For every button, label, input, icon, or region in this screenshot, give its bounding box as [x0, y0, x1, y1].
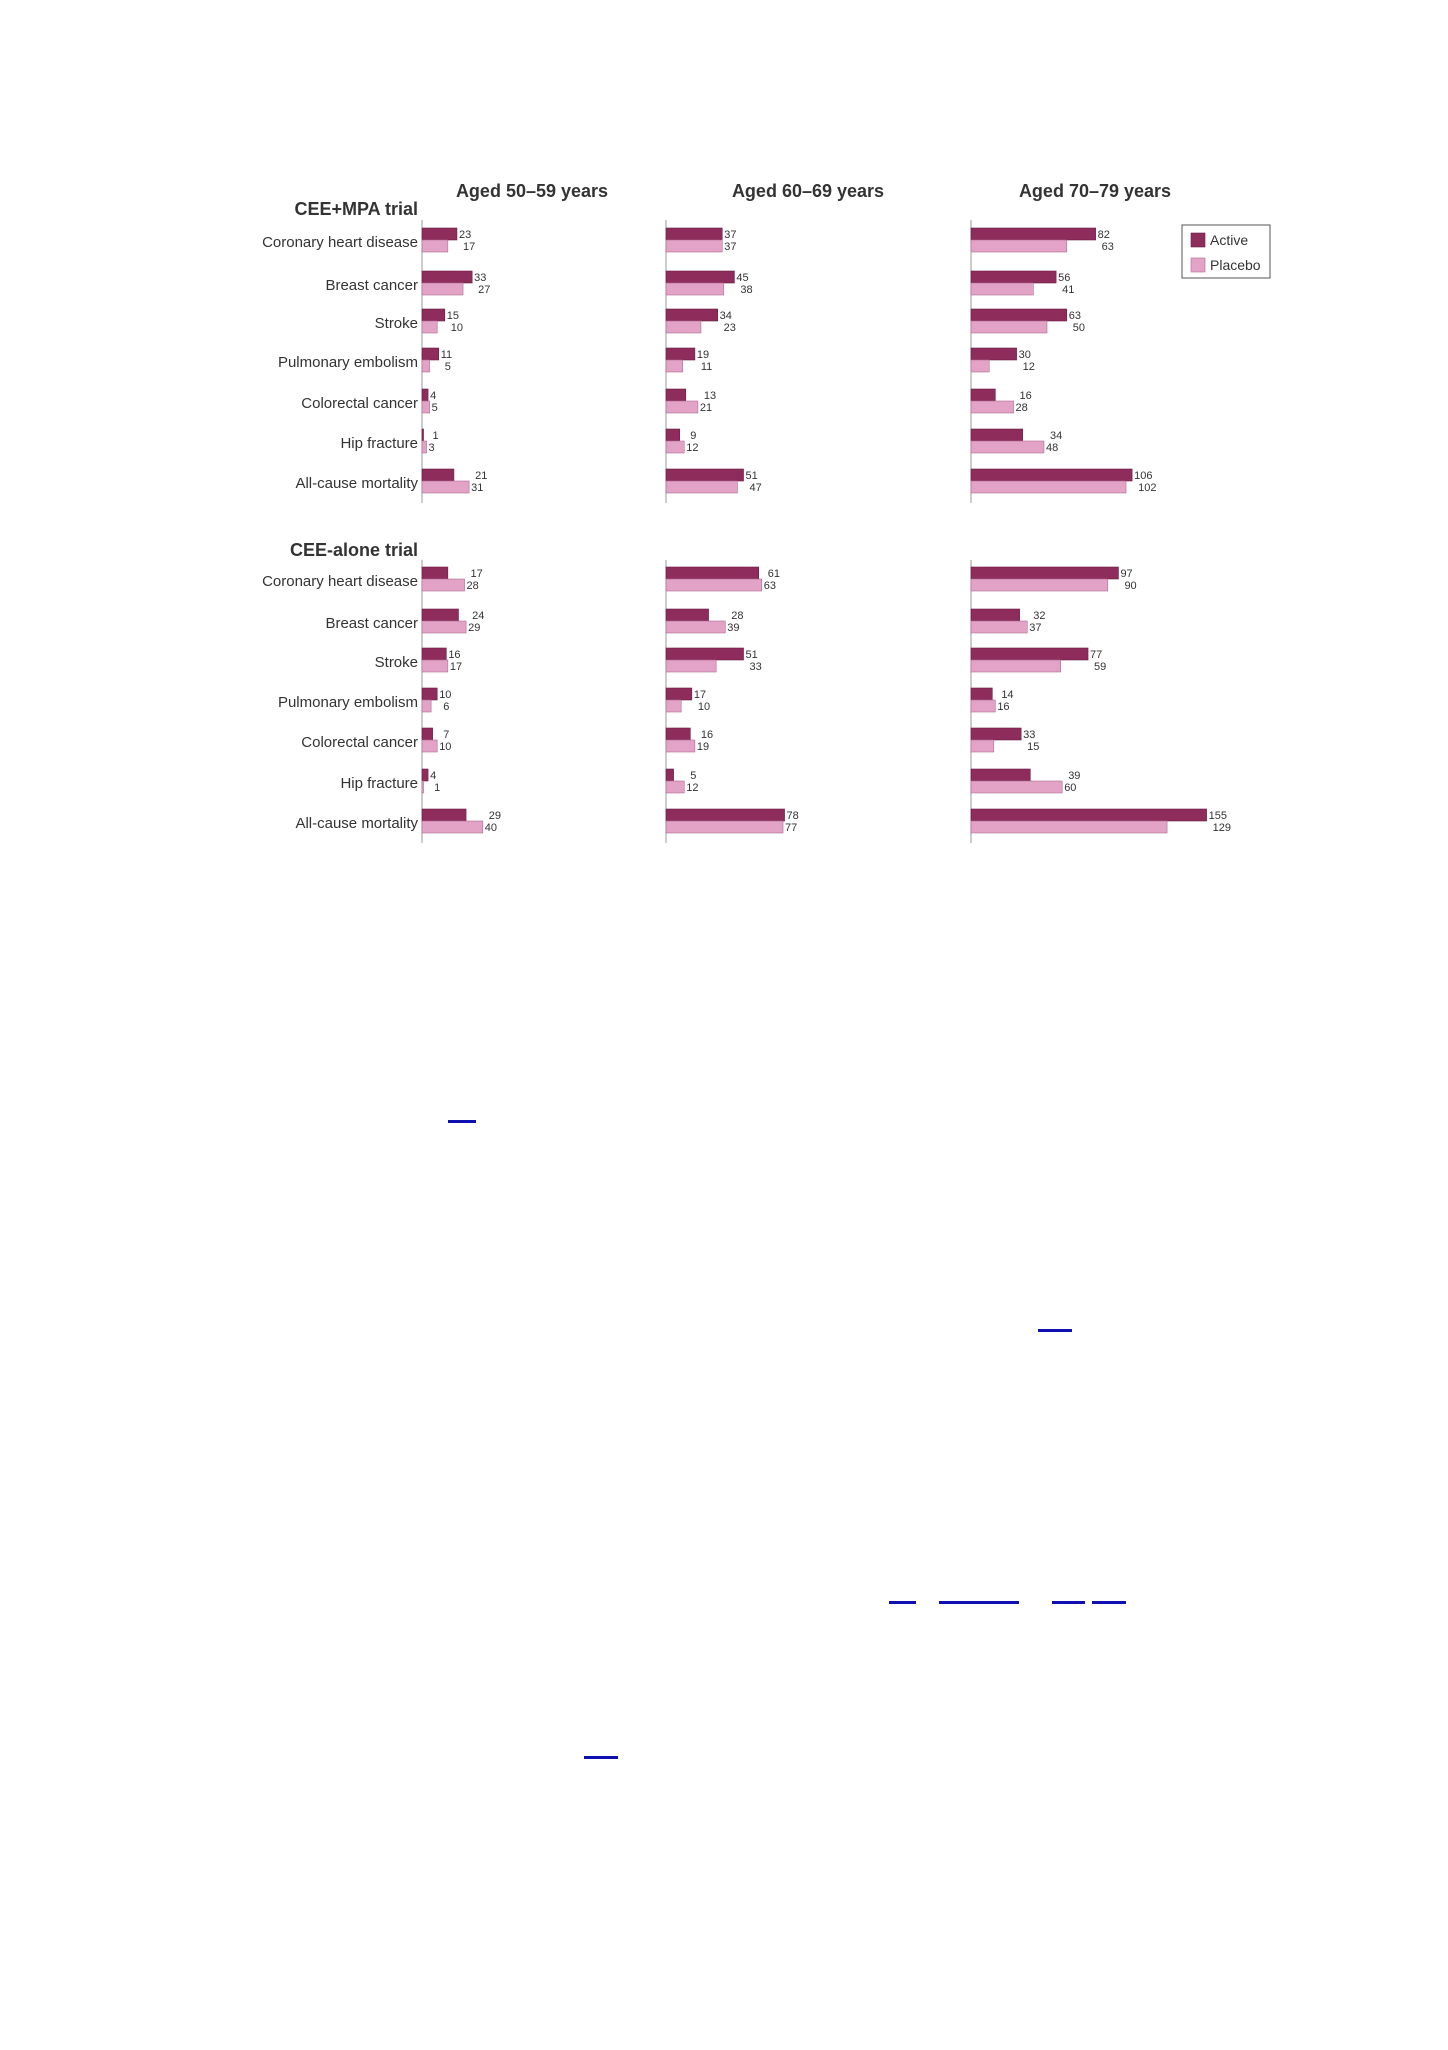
trial-title: CEE+MPA trial [294, 199, 418, 219]
bar-placebo [666, 781, 684, 793]
data-label-placebo: 1 [434, 782, 441, 794]
bar-active [422, 469, 454, 481]
data-label-active: 78 [786, 810, 799, 822]
bar-placebo [971, 740, 994, 752]
data-label-placebo: 33 [749, 661, 762, 673]
data-label-placebo: 5 [444, 361, 451, 373]
bar-active [971, 688, 992, 700]
bar-active [666, 429, 680, 441]
data-label-placebo: 31 [471, 482, 484, 494]
data-label-placebo: 11 [700, 361, 713, 373]
bar-active [666, 228, 722, 240]
bar-placebo [971, 441, 1044, 453]
bar-placebo [666, 740, 695, 752]
data-label-active: 16 [1019, 390, 1032, 402]
data-label-active: 56 [1058, 272, 1071, 284]
data-label-placebo: 77 [785, 822, 798, 834]
bar-placebo [422, 660, 448, 672]
bar-placebo [422, 240, 448, 252]
category-label: Hip fracture [340, 435, 418, 452]
bar-active [971, 648, 1088, 660]
data-label-active: 45 [736, 272, 749, 284]
bar-active [666, 271, 734, 283]
bar-active [666, 609, 709, 621]
bar-active [666, 469, 744, 481]
bar-active [971, 809, 1207, 821]
bar-placebo [971, 700, 995, 712]
data-label-placebo: 12 [686, 782, 699, 794]
data-label-active: 16 [700, 729, 714, 741]
reference-link[interactable] [448, 1120, 476, 1123]
data-label-active: 10 [439, 689, 452, 701]
data-label-placebo: 37 [1029, 622, 1042, 634]
bar-placebo [422, 401, 430, 413]
data-label-placebo: 6 [443, 701, 450, 713]
data-label-placebo: 17 [449, 661, 463, 673]
bar-active [666, 309, 718, 321]
data-label-placebo: 90 [1124, 580, 1137, 592]
bar-active [422, 728, 433, 740]
bar-placebo [422, 360, 430, 372]
data-label-active: 39 [1068, 770, 1081, 782]
data-label-placebo: 59 [1094, 661, 1107, 673]
reference-link[interactable] [1092, 1601, 1126, 1604]
data-label-active: 4 [430, 770, 437, 782]
bar-active [971, 567, 1118, 579]
category-label: Breast cancer [325, 615, 418, 632]
bar-placebo [971, 401, 1014, 413]
bar-active [666, 769, 674, 781]
data-label-active: 51 [745, 649, 758, 661]
bar-active [971, 609, 1020, 621]
data-label-active: 61 [767, 568, 781, 580]
bar-active [422, 609, 458, 621]
bar-active [971, 348, 1017, 360]
bar-placebo [971, 240, 1067, 252]
bar-active [422, 389, 428, 401]
data-label-active: 37 [724, 229, 737, 241]
bar-active [422, 769, 428, 781]
data-label-placebo: 38 [740, 284, 753, 296]
data-label-active: 1 [432, 430, 439, 442]
data-label-active: 5 [690, 770, 697, 782]
bar-active [971, 769, 1030, 781]
data-label-active: 97 [1120, 568, 1133, 580]
data-label-active: 28 [731, 610, 744, 622]
data-label-placebo: 16 [997, 701, 1010, 713]
bar-placebo [666, 821, 783, 833]
bar-placebo [422, 579, 465, 591]
bar-active [422, 271, 472, 283]
data-label-placebo: 12 [1022, 361, 1035, 373]
category-label: Coronary heart disease [262, 234, 418, 251]
data-label-active: 4 [430, 390, 437, 402]
legend-swatch-active [1191, 233, 1205, 247]
bar-placebo [666, 660, 716, 672]
data-label-placebo: 29 [468, 622, 481, 634]
age-group-header: Aged 50–59 years [455, 181, 609, 201]
data-label-placebo: 23 [723, 322, 736, 334]
data-label-placebo: 129 [1212, 822, 1231, 834]
reference-link[interactable] [1038, 1329, 1072, 1332]
reference-link[interactable] [584, 1756, 618, 1759]
data-label-placebo: 102 [1138, 482, 1157, 494]
data-label-placebo: 47 [749, 482, 762, 494]
reference-link[interactable] [939, 1601, 1019, 1604]
data-label-active: 33 [1023, 729, 1036, 741]
data-label-placebo: 5 [431, 402, 438, 414]
bar-active [666, 688, 692, 700]
bar-placebo [971, 360, 989, 372]
bar-placebo [422, 441, 427, 453]
data-label-active: 77 [1090, 649, 1103, 661]
data-label-active: 19 [696, 349, 710, 361]
data-label-active: 11 [440, 349, 453, 361]
data-label-active: 30 [1018, 349, 1031, 361]
category-label: Coronary heart disease [262, 573, 418, 590]
trial-title: CEE-alone trial [289, 540, 418, 560]
data-label-active: 13 [703, 390, 717, 402]
bar-placebo [666, 700, 681, 712]
reference-link[interactable] [1052, 1601, 1085, 1604]
data-label-active: 16 [448, 649, 461, 661]
bar-placebo [971, 481, 1126, 493]
bar-active [422, 648, 446, 660]
bar-placebo [666, 441, 684, 453]
category-label: Pulmonary embolism [277, 354, 418, 371]
bar-active [971, 469, 1132, 481]
legend-swatch-placebo [1191, 258, 1205, 272]
bar-active [666, 348, 695, 360]
bar-active [971, 309, 1067, 321]
data-label-placebo: 19 [696, 741, 710, 753]
data-label-active: 32 [1033, 610, 1046, 622]
category-label: Colorectal cancer [301, 395, 418, 412]
bar-active [422, 809, 466, 821]
data-label-active: 63 [1068, 310, 1082, 322]
data-label-placebo: 21 [699, 402, 713, 414]
data-label-active: 82 [1097, 229, 1110, 241]
data-label-active: 34 [719, 310, 732, 322]
bar-placebo [666, 481, 737, 493]
bar-placebo [666, 401, 698, 413]
data-label-placebo: 40 [484, 822, 498, 834]
data-label-placebo: 10 [697, 701, 711, 713]
category-label: Breast cancer [325, 277, 418, 294]
data-label-placebo: 60 [1064, 782, 1077, 794]
data-label-active: 7 [443, 729, 450, 741]
bar-placebo [971, 781, 1062, 793]
category-label: Colorectal cancer [301, 734, 418, 751]
category-label: Hip fracture [340, 775, 418, 792]
bar-active [971, 271, 1056, 283]
data-label-placebo: 28 [1015, 402, 1028, 414]
data-label-active: 21 [475, 470, 488, 482]
reference-link[interactable] [889, 1601, 916, 1604]
bar-placebo [666, 240, 722, 252]
data-label-active: 17 [693, 689, 707, 701]
bar-placebo [666, 283, 724, 295]
data-label-placebo: 50 [1072, 322, 1086, 334]
bar-placebo [971, 821, 1167, 833]
bar-active [971, 728, 1021, 740]
data-label-active: 17 [470, 568, 483, 580]
bar-active [666, 567, 759, 579]
bar-active [666, 648, 744, 660]
bar-active [666, 809, 785, 821]
bar-placebo [422, 481, 469, 493]
data-label-active: 9 [690, 430, 697, 442]
data-label-placebo: 63 [1101, 241, 1114, 253]
bar-active [666, 728, 690, 740]
data-label-active: 15 [446, 310, 460, 322]
bar-placebo [666, 321, 701, 333]
data-label-active: 51 [745, 470, 758, 482]
data-label-active: 106 [1134, 470, 1153, 482]
category-label: Stroke [374, 315, 418, 332]
bar-placebo [422, 321, 437, 333]
bar-active [422, 309, 445, 321]
bar-placebo [971, 660, 1061, 672]
age-group-header: Aged 70–79 years [1018, 181, 1172, 201]
data-label-active: 23 [458, 229, 472, 241]
bar-placebo [422, 821, 483, 833]
data-label-placebo: 10 [439, 741, 452, 753]
legend-label-active: Active [1210, 232, 1249, 248]
category-label: Pulmonary embolism [277, 694, 418, 711]
bar-active [971, 228, 1096, 240]
data-label-active: 155 [1208, 810, 1227, 822]
category-label: All-cause mortality [295, 815, 418, 832]
data-label-placebo: 10 [450, 322, 464, 334]
bar-active [422, 429, 424, 441]
bar-active [971, 429, 1023, 441]
bar-placebo [422, 283, 463, 295]
data-label-placebo: 39 [727, 622, 740, 634]
bar-active [422, 567, 448, 579]
data-label-active: 29 [488, 810, 502, 822]
bar-placebo [666, 360, 683, 372]
bar-placebo [422, 781, 424, 793]
data-label-active: 24 [472, 610, 485, 622]
age-group-header: Aged 60–69 years [731, 181, 885, 201]
data-label-active: 14 [1001, 689, 1014, 701]
bar-active [666, 389, 686, 401]
bar-placebo [971, 321, 1047, 333]
bar-active [422, 688, 437, 700]
bar-placebo [422, 621, 466, 633]
legend-label-placebo: Placebo [1210, 257, 1261, 273]
category-label: Stroke [374, 654, 418, 671]
bar-placebo [422, 740, 437, 752]
bar-active [422, 348, 439, 360]
data-label-placebo: 15 [1027, 741, 1040, 753]
bar-placebo [971, 579, 1108, 591]
data-label-placebo: 27 [478, 284, 491, 296]
data-label-placebo: 17 [462, 241, 476, 253]
data-label-placebo: 12 [686, 442, 699, 454]
bar-active [422, 228, 457, 240]
data-label-placebo: 28 [466, 580, 479, 592]
category-label: All-cause mortality [295, 475, 418, 492]
data-label-placebo: 3 [428, 442, 435, 454]
data-label-placebo: 48 [1045, 442, 1059, 454]
data-label-active: 33 [474, 272, 487, 284]
bar-placebo [971, 621, 1027, 633]
data-label-placebo: 63 [763, 580, 777, 592]
data-label-active: 34 [1049, 430, 1063, 442]
bar-placebo [422, 700, 431, 712]
data-label-placebo: 41 [1062, 284, 1075, 296]
bar-placebo [971, 283, 1033, 295]
bar-placebo [666, 621, 725, 633]
data-label-placebo: 37 [724, 241, 737, 253]
bar-placebo [666, 579, 762, 591]
bar-active [971, 389, 995, 401]
